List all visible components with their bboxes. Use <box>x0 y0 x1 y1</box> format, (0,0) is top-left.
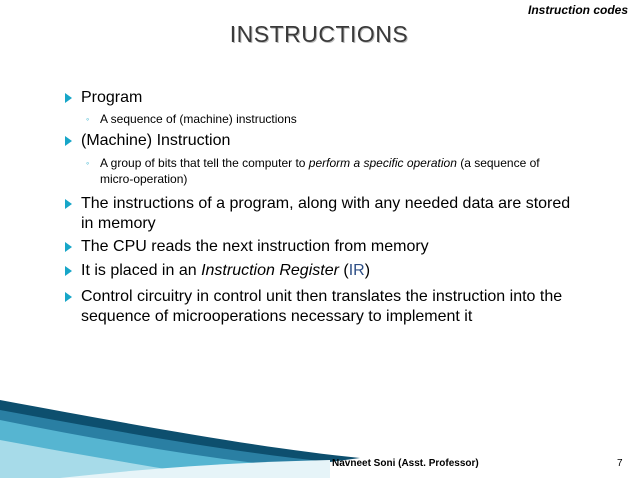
bullet-text: Control circuitry in control unit then translates the instruction into the sequence of microoperations necessary to implement it <box>81 288 563 325</box>
sub-bullet-text: A group of bits that tell the computer to perform a specific operation (a sequence of micro-operation) <box>100 156 540 186</box>
bullet-text: The CPU reads the next instruction from memory <box>81 238 429 255</box>
bullet-arrow-icon <box>65 292 72 302</box>
slide-title: INSTRUCTIONS <box>229 21 409 47</box>
abbreviation-text: IR <box>348 262 365 279</box>
bullet-text: Program <box>81 89 143 106</box>
footer-author: Navneet Soni (Asst. Professor) <box>332 458 479 469</box>
emphasis-text: perform a specific operation <box>308 156 457 170</box>
page-number: 7 <box>617 458 623 469</box>
bullet-text: (Machine) Instruction <box>81 132 231 149</box>
circle-bullet-icon: ◦ <box>86 114 90 124</box>
bullet-arrow-icon <box>65 199 72 209</box>
sub-bullet-text: A sequence of (machine) instructions <box>100 112 297 126</box>
bullet-text: It is placed in an Instruction Register (IR) <box>81 262 371 279</box>
bullet-arrow-icon <box>65 136 72 146</box>
bullet-arrow-icon <box>65 242 72 252</box>
circle-bullet-icon: ◦ <box>86 158 90 168</box>
bullet-arrow-icon <box>65 93 72 103</box>
bullet-text: The instructions of a program, along with any needed data are stored in memory <box>81 195 571 232</box>
bullet-arrow-icon <box>65 266 72 276</box>
emphasis-text: Instruction Register <box>201 262 339 279</box>
section-label: Instruction codes <box>527 3 628 17</box>
